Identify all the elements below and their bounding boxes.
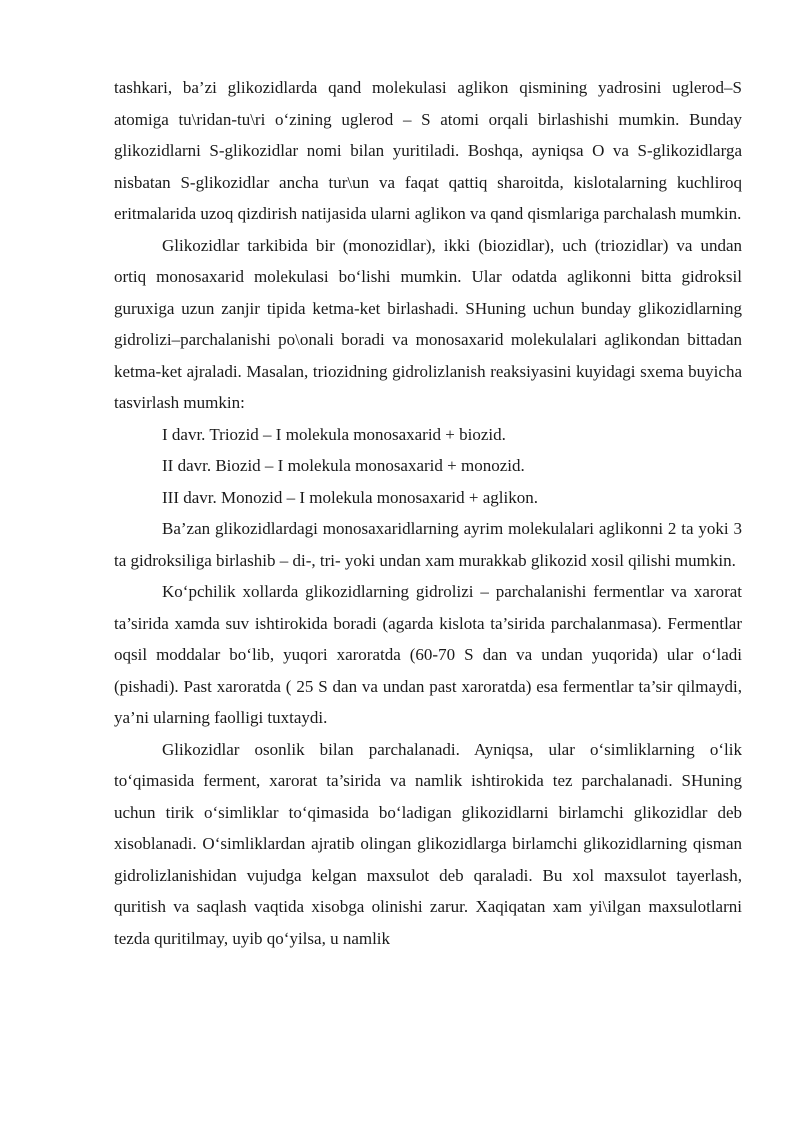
document-page [114, 72, 742, 954]
paragraph-primary-glycosides: Glikozidlar osonlik bilan parchalanadi. Ayniqsa, ular o‘simliklarning o‘lik to‘qimasida ferment, xarorat ta’sirida va namlik ishtirokida tez parchalanadi. SHuning uchun tirik o‘simliklar to‘qimasida bo‘ladigan glikozidlarni birlamchi glikozidlar deb xisoblanadi. O‘simliklardan ajratib olingan glikozidlarga birlamchi glikozidlarning qisman gidrolizlanishidan vujudga kelgan maxsulot deb qaraladi. Bu xol maxsulot tayerlash, quritish va saqlash vaqtida xisobga olinishi zarur. Xaqiqatan xam yi\ilgan maxsulotlarni tezda quritilmay, uyib qo‘yilsa, u namlik [114, 739, 742, 948]
hydrolysis-scheme [114, 419, 742, 514]
paragraph-enzymatic-hydrolysis: Ko‘pchilik xollarda glikozidlarning gidrolizi – parchalanishi fermentlar va xarorat ta’sirida xamda suv ishtirokida boradi (agarda kislota ta’sirida parchalanmasa). Fermentlar oqsil moddalar bo‘lib, yuqori xaroratda (60-70 S dan va undan yuqorida) ular o‘ladi (pishadi). Past xaroratda ( 25 S dan va undan past xaroratda) esa fermentlar ta’sir qilmaydi, ya’ni ularning faolligi tuxtaydi. [114, 582, 742, 727]
scheme-line-stage-3: III davr. Monozid – I molekula monosaxarid + aglikon. [162, 487, 538, 507]
paragraph-continuation: tashkari, ba’zi glikozidlarda qand molekulasi aglikon qismining yadrosini uglerod–S atomiga tu\ridan-tu\ri o‘zining uglerod – S atomi orqali birlashishi mumkin. Bunday glikozidlarni S-glikozidlar nomi bilan yuritiladi. Boshqa, ayniqsa O va S-glikozidlarga nisbatan S-glikozidlar ancha tur\un va faqat qattiq sharoitda, kislotalarning kuchliroq eritmalarida uzoq qizdirish natijasida ularni aglikon va qand qismlariga parchalash mumkin. [114, 78, 742, 223]
paragraph-glycoside-composition: Glikozidlar tarkibida bir (monozidlar), ikki (biozidlar), uch (triozidlar) va undan ortiq monosaxarid molekulasi bo‘lishi mumkin. Ular odatda aglikonni bitta gidroksil guruxiga uzun zanjir tipida ketma-ket birlashadi. SHuning uchun bunday glikozidlarning gidrolizi–parchalanishi po\onali boradi va monosaxarid molekulalari aglikondan bittadan ketma-ket ajraladi. Masalan, triozidning gidrolizlanish reaksiyasini kuyidagi sxema buyicha tasvirlash mumkin: [114, 235, 742, 412]
scheme-line-stage-2: II davr. Biozid – I molekula monosaxarid + monozid. [162, 456, 525, 475]
scheme-line-stage-1: I davr. Triozid – I molekula monosaxarid + biozid. [162, 424, 506, 444]
paragraph-multiple-monosaccharides: Ba’zan glikozidlardagi monosaxaridlarning ayrim molekulalari aglikonni 2 ta yoki 3 ta gidroksiliga birlashib – di-, tri- yoki undan xam murakkab glikozid xosil qilishi mumkin. [114, 519, 742, 570]
